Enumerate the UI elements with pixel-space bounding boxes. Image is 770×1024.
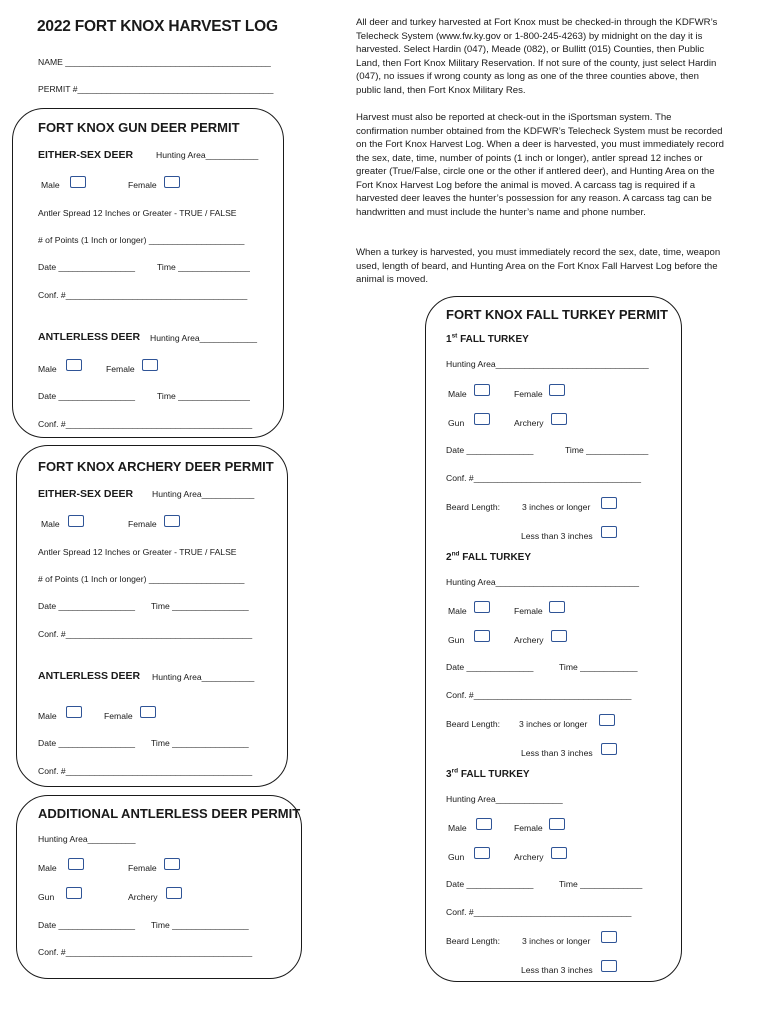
turkey-2-gun-label: Gun xyxy=(448,635,465,645)
turkey-3-archery-checkbox[interactable] xyxy=(551,847,567,859)
turkey-1-beard-short-checkbox[interactable] xyxy=(601,526,617,538)
turkey-1-archery-label: Archery xyxy=(514,418,544,428)
gun-antler-spread[interactable]: Antler Spread 12 Inches or Greater - TRUE / FALSE xyxy=(38,208,237,218)
archery-either-sex-heading: EITHER-SEX DEER xyxy=(38,488,134,500)
gun-points-field[interactable]: # of Points (1 Inch or longer) ____________________ xyxy=(38,235,245,245)
turkey-2-gun-checkbox[interactable] xyxy=(474,630,490,642)
archery-male-checkbox[interactable] xyxy=(68,515,84,527)
additional-female-label: Female xyxy=(128,863,157,873)
turkey-2-beard-label: Beard Length: xyxy=(446,719,500,729)
turkey-permit-title: FORT KNOX FALL TURKEY PERMIT xyxy=(446,307,668,322)
turkey-2-female-label: Female xyxy=(514,606,543,616)
turkey-3-date[interactable]: Date ______________ xyxy=(446,879,534,889)
additional-archery-checkbox[interactable] xyxy=(166,887,182,899)
gun-antlerless-heading: ANTLERLESS DEER xyxy=(38,331,141,343)
turkey-3-archery-label: Archery xyxy=(514,852,544,862)
additional-gun-label: Gun xyxy=(38,892,55,902)
turkey-2-conf[interactable]: Conf. #_________________________________ xyxy=(446,690,632,700)
archery-antler-spread[interactable]: Antler Spread 12 Inches or Greater - TRUE / FALSE xyxy=(38,547,237,557)
archery-time-field[interactable]: Time ________________ xyxy=(151,601,249,611)
turkey-3-beard-label: Beard Length: xyxy=(446,936,500,946)
turkey-3-time[interactable]: Time _____________ xyxy=(559,879,643,889)
additional-archery-label: Archery xyxy=(128,892,158,902)
instructions-checkin: All deer and turkey harvested at Fort Knox must be checked-in through the KDFWR’s Telecheck System (www.fw.ky.gov or 1-800-245-4263) by midnight on the day it is harvested. Select Hardin (047), Meade (082), or Bullitt (015) Counties, then Public Land, then Fort Knox Military Reservation. If not sure of the county, just select Hardin (047), no issues if wrong county as long as one of the three counties above, then public land, then Fort Knox Military Res. xyxy=(356,17,718,96)
turkey-1-beard-long-label: 3 inches or longer xyxy=(522,502,591,512)
archery-female-checkbox[interactable] xyxy=(164,515,180,527)
turkey-2-beard-short-checkbox[interactable] xyxy=(601,743,617,755)
turkey-1-beard-short-label: Less than 3 inches xyxy=(521,531,593,541)
archery-antlerless-conf[interactable]: Conf. #_______________________________________ xyxy=(38,766,253,776)
archery-antlerless-date[interactable]: Date ________________ xyxy=(38,738,136,748)
instructions-harvest: Harvest must also be reported at check-out in the iSportsman system. The confirmation number obtained from the KDFWR’s Telecheck System must be recorded on the Fort Knox Harvest Log. When a deer is harvested, you must immediately record the sex, date, time, number of points (1 inch or longer), antler spread 12 inches or greater (True/False, circle one or the other if antlered deer), and Hunting Area on the Fort Knox Harvest Log before the animal is moved. A carcass tag is required if a harvested deer leaves the hunter’s possession for any reason. A carcass tag can be handwritten and must include the hunter’s name and phone number. xyxy=(356,112,724,218)
gun-antlerless-date[interactable]: Date ________________ xyxy=(38,391,136,401)
additional-permit-title: ADDITIONAL ANTLERLESS DEER PERMIT xyxy=(38,806,301,821)
turkey-1-female-checkbox[interactable] xyxy=(549,384,565,396)
gun-conf-field[interactable]: Conf. #______________________________________ xyxy=(38,290,248,300)
turkey-2-hunting-area[interactable]: Hunting Area______________________________ xyxy=(446,577,640,587)
additional-hunting-area-field[interactable]: Hunting Area__________ xyxy=(38,834,136,844)
turkey-2-male-checkbox[interactable] xyxy=(474,601,490,613)
archery-female-label: Female xyxy=(128,519,157,529)
name-field[interactable]: NAME ___________________________________________ xyxy=(38,57,271,67)
turkey-3-beard-short-checkbox[interactable] xyxy=(601,960,617,972)
turkey-3-hunting-area[interactable]: Hunting Area______________ xyxy=(446,794,563,804)
archery-antlerless-female-checkbox[interactable] xyxy=(140,706,156,718)
turkey-2-beard-short-label: Less than 3 inches xyxy=(521,748,593,758)
additional-male-checkbox[interactable] xyxy=(68,858,84,870)
additional-time-field[interactable]: Time ________________ xyxy=(151,920,249,930)
gun-hunting-area-field[interactable]: Hunting Area___________ xyxy=(156,150,259,160)
turkey-3-male-label: Male xyxy=(448,823,467,833)
turkey-3-female-label: Female xyxy=(514,823,543,833)
turkey-3-gun-label: Gun xyxy=(448,852,465,862)
turkey-2-beard-long-label: 3 inches or longer xyxy=(519,719,588,729)
archery-male-label: Male xyxy=(41,519,60,529)
turkey-3-beard-short-label: Less than 3 inches xyxy=(521,965,593,975)
archery-antlerless-male-checkbox[interactable] xyxy=(66,706,82,718)
turkey-3-male-checkbox[interactable] xyxy=(476,818,492,830)
gun-male-label: Male xyxy=(41,180,60,190)
gun-antlerless-conf[interactable]: Conf. #_______________________________________ xyxy=(38,419,253,429)
gun-either-sex-heading: EITHER-SEX DEER xyxy=(38,149,134,161)
turkey-1-gun-checkbox[interactable] xyxy=(474,413,490,425)
turkey-1-gun-label: Gun xyxy=(448,418,465,428)
gun-female-checkbox[interactable] xyxy=(164,176,180,188)
archery-hunting-area-field[interactable]: Hunting Area___________ xyxy=(152,489,255,499)
turkey-3-gun-checkbox[interactable] xyxy=(474,847,490,859)
turkey-1-male-checkbox[interactable] xyxy=(474,384,490,396)
archery-points-field[interactable]: # of Points (1 Inch or longer) ____________________ xyxy=(38,574,245,584)
turkey-1-heading: 1st FALL TURKEY xyxy=(446,332,529,345)
turkey-1-hunting-area[interactable]: Hunting Area________________________________ xyxy=(446,359,649,369)
turkey-2-beard-long-checkbox[interactable] xyxy=(599,714,615,726)
turkey-2-female-checkbox[interactable] xyxy=(549,601,565,613)
turkey-1-date[interactable]: Date ______________ xyxy=(446,445,534,455)
turkey-2-male-label: Male xyxy=(448,606,467,616)
gun-antlerless-hunting-area[interactable]: Hunting Area____________ xyxy=(150,333,258,343)
page-title: 2022 FORT KNOX HARVEST LOG xyxy=(37,18,278,35)
gun-antlerless-female-label: Female xyxy=(106,364,135,374)
archery-permit-title: FORT KNOX ARCHERY DEER PERMIT xyxy=(38,459,274,474)
turkey-3-beard-long-checkbox[interactable] xyxy=(601,931,617,943)
turkey-1-beard-long-checkbox[interactable] xyxy=(601,497,617,509)
additional-conf-field[interactable]: Conf. #_______________________________________ xyxy=(38,947,253,957)
gun-antlerless-male-checkbox[interactable] xyxy=(66,359,82,371)
archery-antlerless-heading: ANTLERLESS DEER xyxy=(38,670,141,682)
turkey-1-time[interactable]: Time _____________ xyxy=(565,445,649,455)
turkey-3-beard-long-label: 3 inches or longer xyxy=(522,936,591,946)
gun-female-label: Female xyxy=(128,180,157,190)
archery-conf-field[interactable]: Conf. #_______________________________________ xyxy=(38,629,253,639)
archery-antlerless-time[interactable]: Time ________________ xyxy=(151,738,249,748)
instructions-turkey: When a turkey is harvested, you must immediately record the sex, date, time, weapon used, length of beard, and Hunting Area on the Fort Knox Fall Harvest Log before the animal is moved. xyxy=(356,247,721,285)
permit-field[interactable]: PERMIT #_________________________________________ xyxy=(38,84,274,94)
gun-antlerless-male-label: Male xyxy=(38,364,57,374)
turkey-2-time[interactable]: Time ____________ xyxy=(559,662,638,672)
additional-gun-checkbox[interactable] xyxy=(66,887,82,899)
archery-antlerless-hunting-area[interactable]: Hunting Area___________ xyxy=(152,672,255,682)
turkey-2-heading: 2nd FALL TURKEY xyxy=(446,550,531,563)
additional-date-field[interactable]: Date ________________ xyxy=(38,920,136,930)
gun-antlerless-time[interactable]: Time _______________ xyxy=(157,391,250,401)
turkey-2-archery-checkbox[interactable] xyxy=(551,630,567,642)
turkey-2-archery-label: Archery xyxy=(514,635,544,645)
turkey-1-male-label: Male xyxy=(448,389,467,399)
turkey-1-beard-label: Beard Length: xyxy=(446,502,500,512)
additional-male-label: Male xyxy=(38,863,57,873)
additional-female-checkbox[interactable] xyxy=(164,858,180,870)
turkey-3-female-checkbox[interactable] xyxy=(549,818,565,830)
turkey-3-heading: 3rd FALL TURKEY xyxy=(446,767,530,780)
archery-date-field[interactable]: Date ________________ xyxy=(38,601,136,611)
turkey-1-archery-checkbox[interactable] xyxy=(551,413,567,425)
gun-permit-title: FORT KNOX GUN DEER PERMIT xyxy=(38,120,240,135)
gun-time-field[interactable]: Time _______________ xyxy=(157,262,250,272)
gun-antlerless-female-checkbox[interactable] xyxy=(142,359,158,371)
archery-antlerless-male-label: Male xyxy=(38,711,57,721)
archery-antlerless-female-label: Female xyxy=(104,711,133,721)
gun-date-field[interactable]: Date ________________ xyxy=(38,262,136,272)
gun-male-checkbox[interactable] xyxy=(70,176,86,188)
turkey-3-conf[interactable]: Conf. #_________________________________ xyxy=(446,907,632,917)
turkey-1-female-label: Female xyxy=(514,389,543,399)
turkey-2-date[interactable]: Date ______________ xyxy=(446,662,534,672)
turkey-1-conf[interactable]: Conf. #___________________________________ xyxy=(446,473,641,483)
